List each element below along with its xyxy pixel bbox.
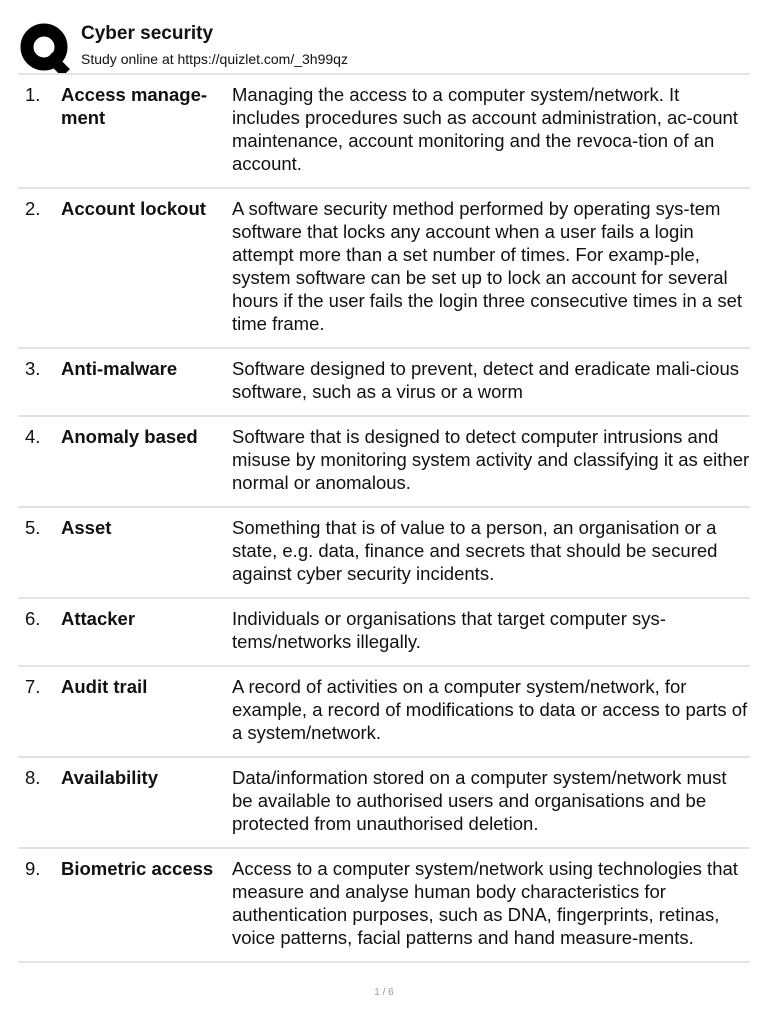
term-row — [18, 189, 750, 349]
term-row — [18, 508, 750, 599]
term-number: 3. — [25, 358, 41, 379]
page-indicator: 1 / 6 — [374, 987, 394, 998]
term-number: 7. — [25, 676, 41, 697]
term-number: 1. — [25, 84, 41, 105]
term-row — [18, 667, 750, 758]
term-number: 4. — [25, 426, 41, 447]
term-definition: Software designed to prevent, detect and eradicate mali-cious software, such as a virus or a worm — [232, 358, 739, 402]
term-name: Availability — [61, 767, 158, 788]
quizlet-logo-icon — [20, 23, 70, 75]
term-row — [18, 758, 750, 849]
term-definition: A record of activities on a computer system/network, for example, a record of modifications to data or access to parts of a system/network. — [232, 676, 748, 743]
term-row — [18, 417, 750, 508]
study-online-link-text: Study online at https://quizlet.com/_3h99qz — [81, 51, 348, 67]
term-name: Audit trail — [61, 676, 148, 697]
term-definition: Access to a computer system/network using technologies that measure and analyse human body characteristics for authentication purposes, such as DNA, fingerprints, retinas, voice patterns, facial patterns and hand measure-ments. — [232, 858, 738, 948]
term-name: Biometric access — [61, 858, 214, 879]
term-definition: A software security method performed by operating sys-tem software that locks any account when a user fails a login attempt more than a set number of times. For examp-ple, system software can be set up to lock an account for several hours if the user fails the login three consecutive times in a set time frame. — [232, 198, 743, 334]
term-name: Anti-malware — [61, 358, 178, 379]
term-row — [18, 849, 750, 963]
term-definition: Data/information stored on a computer system/network must be available to authorised users and organisations and be protected from unauthorised deletion. — [232, 767, 727, 834]
term-name: Access manage-ment — [61, 84, 208, 128]
terms-list — [18, 73, 750, 963]
term-row — [18, 75, 750, 189]
term-name: Anomaly based — [61, 426, 198, 447]
term-number: 5. — [25, 517, 41, 538]
document-title: Cyber security — [81, 23, 214, 44]
term-name: Account lockout — [61, 198, 206, 219]
term-name: Attacker — [61, 608, 136, 629]
term-definition: Something that is of value to a person, an organisation or a state, e.g. data, finance and secrets that should be secured against cyber security incidents. — [232, 517, 718, 584]
term-row — [18, 599, 750, 667]
term-number: 6. — [25, 608, 41, 629]
term-name: Asset — [61, 517, 112, 538]
term-definition: Software that is designed to detect computer intrusions and misuse by monitoring system activity and classifying it as either normal or anomalous. — [232, 426, 750, 493]
term-number: 9. — [25, 858, 41, 879]
term-row — [18, 349, 750, 417]
term-definition: Individuals or organisations that target computer sys-tems/networks illegally. — [232, 608, 666, 652]
term-definition: Managing the access to a computer system/network. It includes procedures such as account administration, ac-count maintenance, account monitoring and the revoca-tion of an account. — [232, 84, 738, 174]
document-header — [20, 20, 750, 72]
term-number: 8. — [25, 767, 41, 788]
term-number: 2. — [25, 198, 41, 219]
